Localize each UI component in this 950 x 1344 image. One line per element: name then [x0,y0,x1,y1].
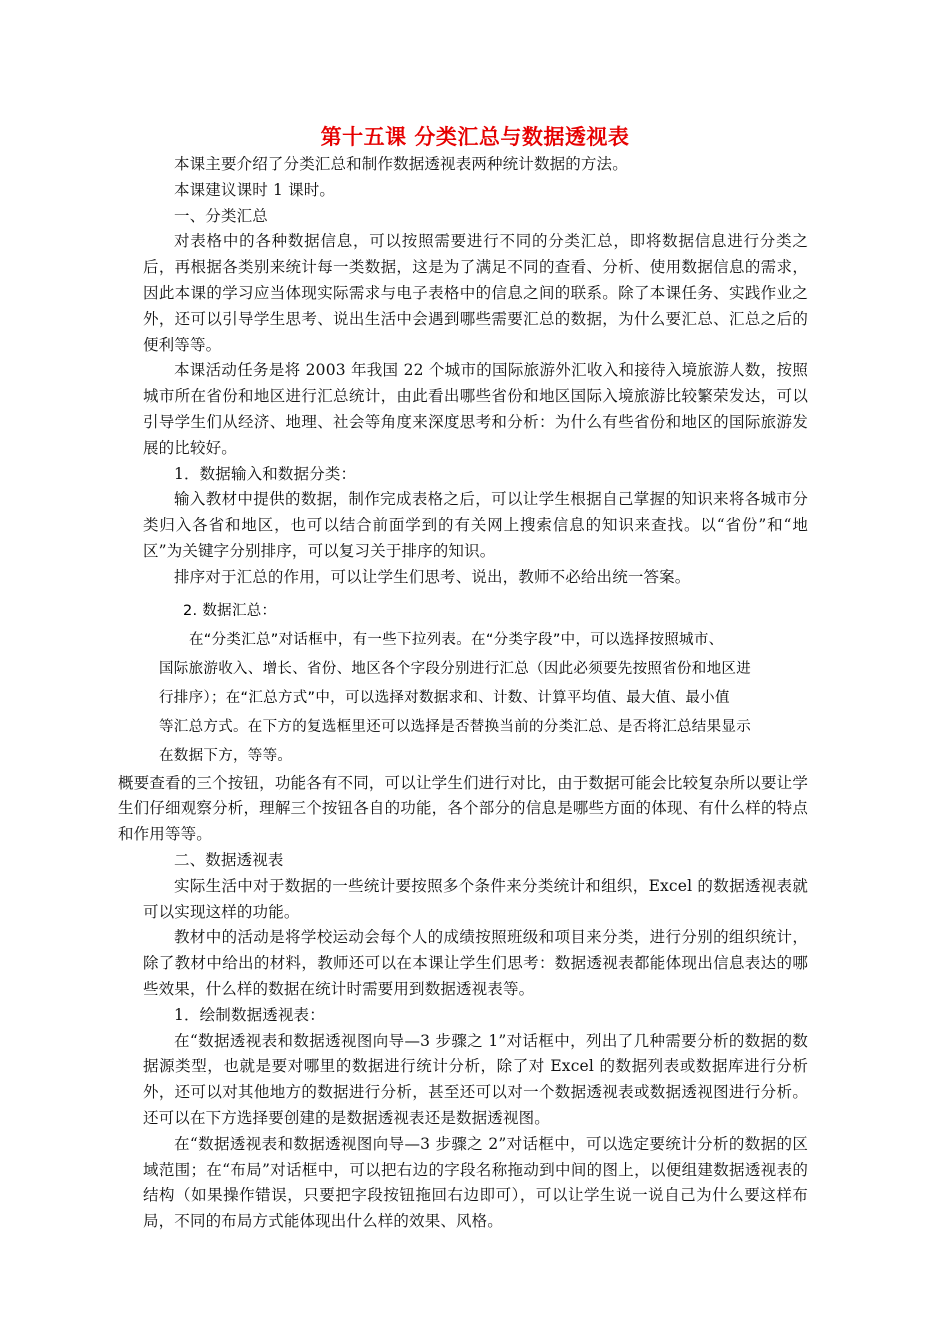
body-paragraph: 排序对于汇总的作用，可以让学生们思考、说出，教师不必给出统一答案。 [174,567,691,586]
scanned-excerpt [143,597,808,771]
section-heading: 二、数据透视表 [174,850,284,869]
body-paragraph: 教材中的活动是将学校运动会每个人的成绩按照班级和项目来分类，进行分别的组织统计，除了教材中给出的材料，教师还可以在本课让学生们思考：数据透视表都能体现出信息表达的哪些效果，什么样的数据在统计时需要用到数据透视表等。 [143,928,808,998]
body-paragraph: 输入教材中提供的数据，制作完成表格之后，可以让学生根据自己掌握的知识来将各城市分类归入各省和地区，也可以结合前面学到的有关网上搜索信息的知识来查找。以“省份”和“地区”为关键字分别排序，可以复习关于排序的知识。 [143,490,808,560]
intro-paragraph: 本课主要介绍了分类汇总和制作数据透视表两种统计数据的方法。 [174,155,628,173]
section-heading: 一、分类汇总 [174,206,268,225]
scan-line: 行排序）；在“汇总方式”中，可以选择对数据求和、计数、计算平均值、最大值、最小值 [159,689,730,706]
body-paragraph: 在“数据透视表和数据透视图向导—3 步骤之 2”对话框中，可以选定要统计分析的数据的区域范围；在“布局”对话框中，可以把右边的字段名称拖动到中间的图上，以便组建数据透视表的结构（如果操作错误，只要把字段按钮拖回右边即可），可以让学生说一说自己为什么要这样布局，不同的布局方式能体现出什么样的效果、风格。 [143,1134,808,1231]
body-paragraph: 在“数据透视表和数据透视图向导—3 步骤之 1”对话框中，列出了几种需要分析的数据的数据源类型，也就是要对哪里的数据进行统计分析，除了对 Excel 的数据列表或数据库进行分析外，还可以对其他地方的数据进行分析，甚至还可以对一个数据透视表或数据透视图进行分析。还可以在下方选择要创建的是数据透视表还是数据透视图。 [143,1031,808,1127]
subsection-heading: 2. 数据汇总： [183,602,277,619]
body-paragraph: 对表格中的各种数据信息，可以按照需要进行不同的分类汇总，即将数据信息进行分类之后，再根据各类别来统计每一类数据，这是为了满足不同的查看、分析、使用数据信息的需求，因此本课的学习应当体现实际需求与电子表格中的信息之间的联系。除了本课任务、实践作业之外，还可以引导学生思考、说出生活中会遇到哪些需要汇总的数据，为什么要汇总、汇总之后的便利等等。 [143,232,808,354]
document-body [118,152,808,1235]
scan-line: 等汇总方式。在下方的复选框里还可以选择是否替换当前的分类汇总、是否将汇总结果显示 [159,718,751,735]
subsection-heading: 1．数据输入和数据分类： [174,464,357,483]
scan-line: 在数据下方，等等。 [159,747,293,764]
scan-line: 国际旅游收入、增长、省份、地区各个字段分别进行汇总（因此必须要先按照省份和地区进 [159,660,751,677]
scan-line: 在“分类汇总”对话框中，有一些下拉列表。在“分类字段”中，可以选择按照城市、 [189,631,724,648]
body-paragraph: 概要查看的三个按钮，功能各有不同，可以让学生们进行对比，由于数据可能会比较复杂所以要让学生们仔细观察分析，理解三个按钮各自的功能，各个部分的信息是哪些方面的体现、有什么样的特点和作用等等。 [118,773,808,844]
intro-paragraph: 本课建议课时 1 课时。 [174,180,336,199]
subsection-heading: 1．绘制数据透视表： [174,1005,325,1024]
body-paragraph: 本课活动任务是将 2003 年我国 22 个城市的国际旅游外汇收入和接待入境旅游人数，按照城市所在省份和地区进行汇总统计，由此看出哪些省份和地区国际入境旅游比较繁荣发达，可以引导学生们从经济、地理、社会等角度来深度思考和分析：为什么有些省份和地区的国际旅游发展的比较好。 [143,361,808,457]
page-title: 第十五课 分类汇总与数据透视表 [320,125,630,149]
body-paragraph: 实际生活中对于数据的一些统计要按照多个条件来分类统计和组织，Excel 的数据透视表就可以实现这样的功能。 [143,876,808,921]
